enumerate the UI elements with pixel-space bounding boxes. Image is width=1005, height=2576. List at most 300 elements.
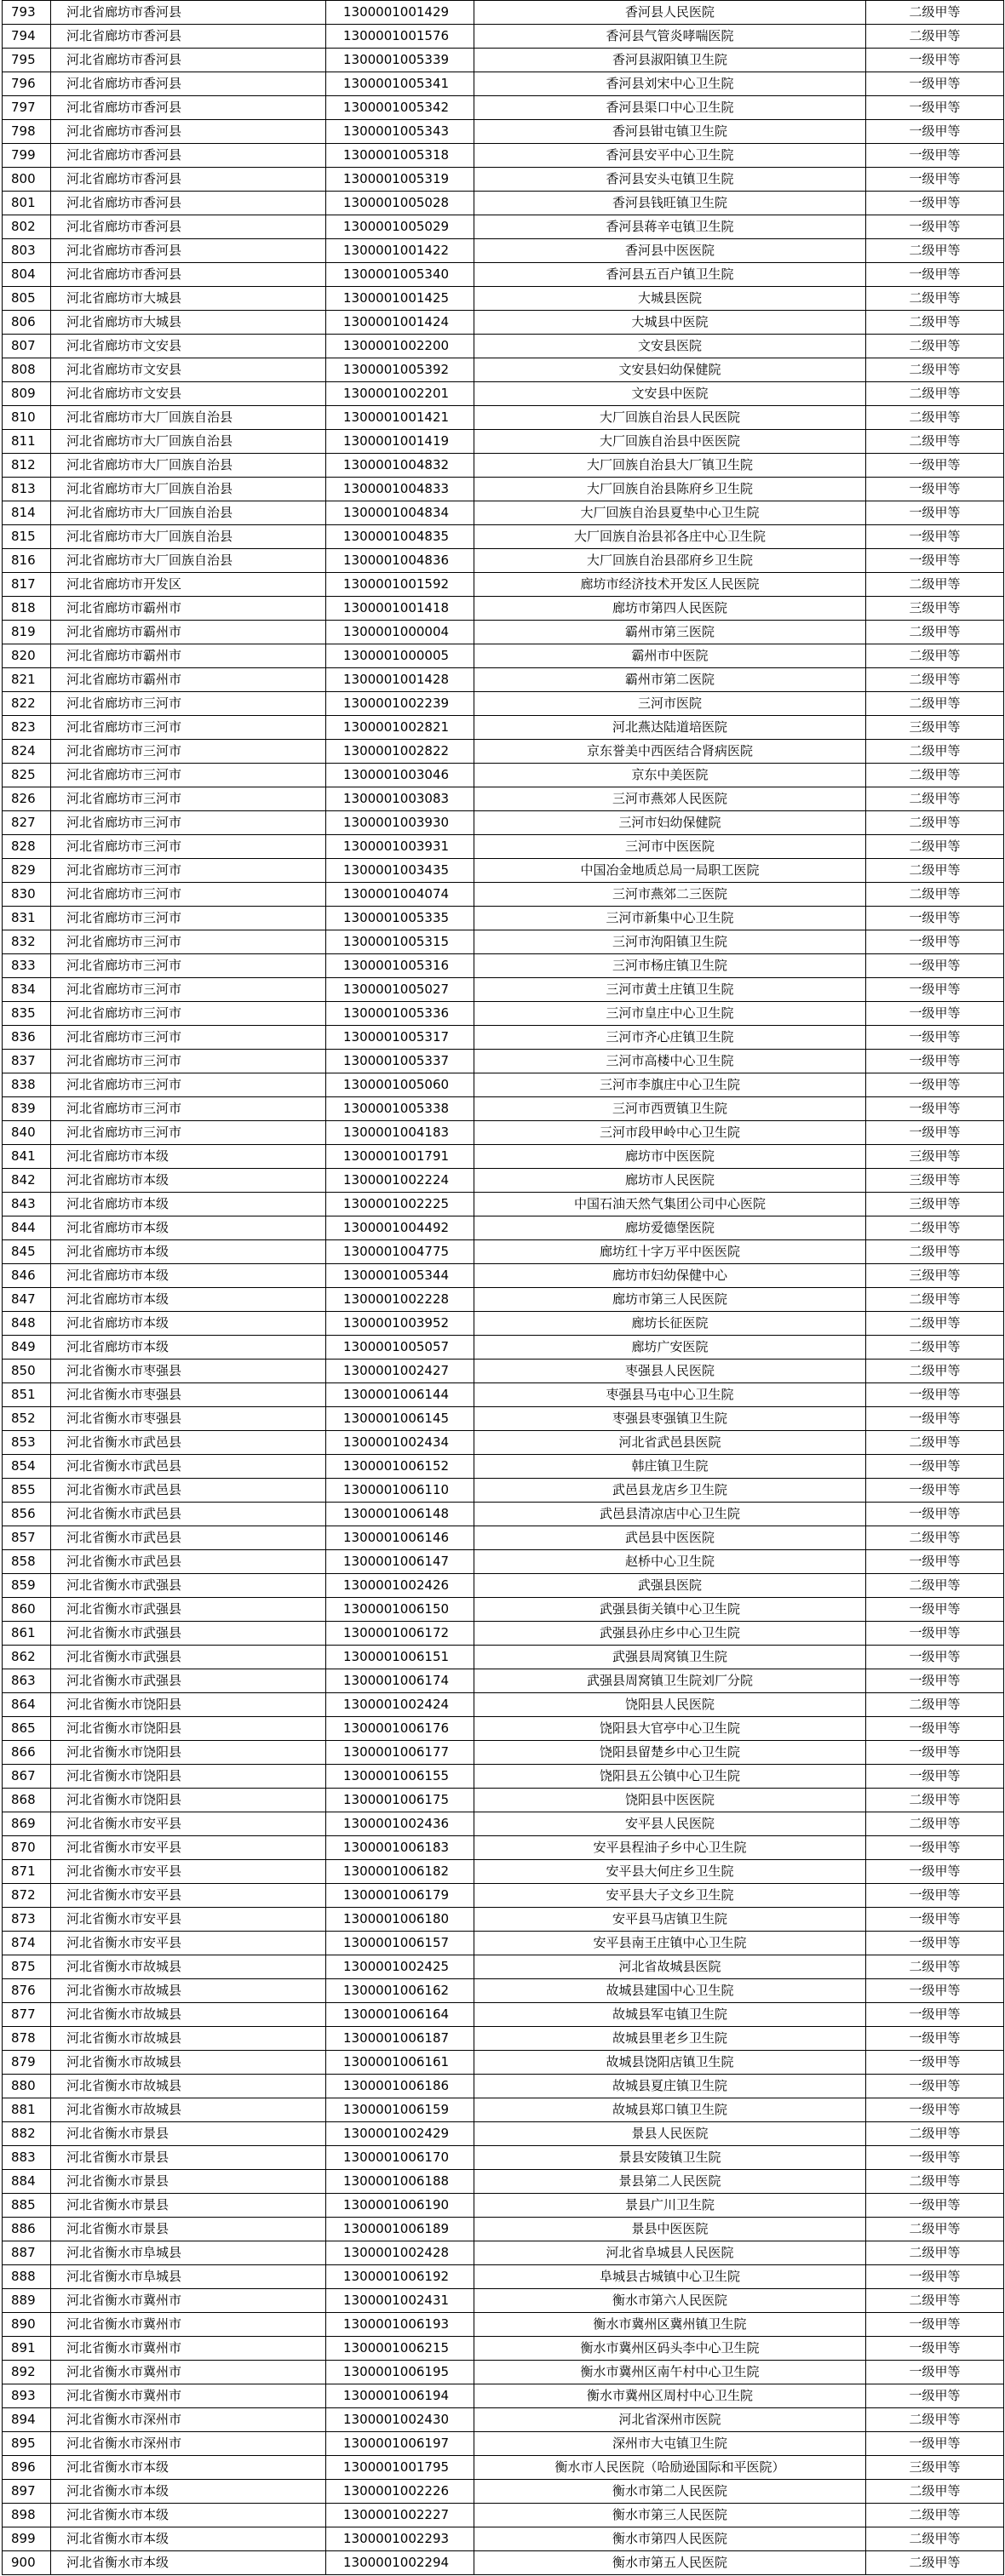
grade-cell: 一级甲等: [866, 144, 1004, 168]
grade-cell: 二级甲等: [866, 811, 1004, 835]
row-number-cell: 851: [3, 1383, 51, 1407]
code-cell: 1300001006194: [326, 2384, 474, 2408]
code-cell: 1300001005027: [326, 978, 474, 1002]
hospital-name-cell: 三河市泃阳镇卫生院: [474, 930, 866, 954]
hospital-name-cell: 廊坊红十字万平中医医院: [474, 1240, 866, 1264]
grade-cell: 一级甲等: [866, 1908, 1004, 1932]
hospital-name-cell: 武强县街关镇中心卫生院: [474, 1598, 866, 1622]
table-row: [3, 1431, 1004, 1455]
hospital-name-cell: 香河县人民医院: [474, 1, 866, 25]
hospital-name-cell: 衡水市冀州区南午村中心卫生院: [474, 2361, 866, 2384]
region-cell: 河北省廊坊市大厂回族自治县: [51, 478, 326, 501]
hospital-table: [2, 0, 1004, 2575]
table-row: [3, 501, 1004, 525]
region-cell: 河北省衡水市本级: [51, 2504, 326, 2527]
row-number-cell: 829: [3, 859, 51, 883]
table-row: [3, 859, 1004, 883]
hospital-name-cell: 香河县渠口中心卫生院: [474, 96, 866, 120]
table-row: [3, 787, 1004, 811]
region-cell: 河北省衡水市安平县: [51, 1812, 326, 1836]
table-row: [3, 454, 1004, 478]
region-cell: 河北省衡水市饶阳县: [51, 1717, 326, 1741]
table-row: [3, 2337, 1004, 2361]
code-cell: 1300001002227: [326, 2504, 474, 2527]
code-cell: 1300001005316: [326, 954, 474, 978]
row-number-cell: 853: [3, 1431, 51, 1455]
grade-cell: 一级甲等: [866, 192, 1004, 215]
region-cell: 河北省衡水市故城县: [51, 1955, 326, 1979]
code-cell: 1300001002431: [326, 2289, 474, 2313]
code-cell: 1300001005315: [326, 930, 474, 954]
region-cell: 河北省衡水市冀州市: [51, 2313, 326, 2337]
region-cell: 河北省衡水市景县: [51, 2122, 326, 2146]
grade-cell: 一级甲等: [866, 1050, 1004, 1073]
table-row: [3, 1884, 1004, 1908]
row-number-cell: 799: [3, 144, 51, 168]
code-cell: 1300001006162: [326, 1979, 474, 2003]
code-cell: 1300001006183: [326, 1836, 474, 1860]
row-number-cell: 887: [3, 2241, 51, 2265]
code-cell: 1300001005060: [326, 1073, 474, 1097]
table-row: [3, 668, 1004, 692]
grade-cell: 一级甲等: [866, 1669, 1004, 1693]
region-cell: 河北省廊坊市大城县: [51, 311, 326, 335]
hospital-name-cell: 饶阳县五公镇中心卫生院: [474, 1765, 866, 1789]
hospital-name-cell: 河北省深州市医院: [474, 2408, 866, 2432]
region-cell: 河北省廊坊市大厂回族自治县: [51, 501, 326, 525]
hospital-name-cell: 衡水市冀州区冀州镇卫生院: [474, 2313, 866, 2337]
table-row: [3, 1026, 1004, 1050]
region-cell: 河北省衡水市武强县: [51, 1622, 326, 1646]
code-cell: 1300001006110: [326, 1479, 474, 1503]
table-row: [3, 1, 1004, 25]
region-cell: 河北省衡水市景县: [51, 2146, 326, 2170]
row-number-cell: 807: [3, 335, 51, 358]
code-cell: 1300001002424: [326, 1693, 474, 1717]
region-cell: 河北省廊坊市三河市: [51, 883, 326, 907]
row-number-cell: 848: [3, 1312, 51, 1336]
table-row: [3, 168, 1004, 192]
code-cell: 1300001006144: [326, 1383, 474, 1407]
table-row: [3, 2289, 1004, 2313]
grade-cell: 二级甲等: [866, 2218, 1004, 2241]
region-cell: 河北省廊坊市霸州市: [51, 621, 326, 644]
hospital-name-cell: 武强县周窝镇卫生院刘厂分院: [474, 1669, 866, 1693]
row-number-cell: 808: [3, 358, 51, 382]
region-cell: 河北省廊坊市霸州市: [51, 668, 326, 692]
hospital-name-cell: 京东誉美中西医结合肾病医院: [474, 740, 866, 764]
code-cell: 1300001006175: [326, 1789, 474, 1812]
grade-cell: 二级甲等: [866, 692, 1004, 716]
row-number-cell: 812: [3, 454, 51, 478]
hospital-name-cell: 三河市黄土庄镇卫生院: [474, 978, 866, 1002]
row-number-cell: 803: [3, 239, 51, 263]
region-cell: 河北省衡水市深州市: [51, 2432, 326, 2456]
region-cell: 河北省衡水市饶阳县: [51, 1789, 326, 1812]
hospital-name-cell: 廊坊市经济技术开发区人民医院: [474, 573, 866, 597]
grade-cell: 二级甲等: [866, 1240, 1004, 1264]
code-cell: 1300001005343: [326, 120, 474, 144]
region-cell: 河北省衡水市武邑县: [51, 1526, 326, 1550]
table-row: [3, 1002, 1004, 1026]
hospital-name-cell: 故城县夏庄镇卫生院: [474, 2075, 866, 2098]
region-cell: 河北省廊坊市三河市: [51, 1097, 326, 1121]
region-cell: 河北省衡水市阜城县: [51, 2265, 326, 2289]
grade-cell: 一级甲等: [866, 1836, 1004, 1860]
hospital-name-cell: 三河市新集中心卫生院: [474, 907, 866, 930]
region-cell: 河北省廊坊市三河市: [51, 1050, 326, 1073]
region-cell: 河北省廊坊市本级: [51, 1193, 326, 1216]
grade-cell: 一级甲等: [866, 2313, 1004, 2337]
region-cell: 河北省衡水市景县: [51, 2218, 326, 2241]
region-cell: 河北省衡水市本级: [51, 2527, 326, 2551]
region-cell: 河北省衡水市武强县: [51, 1646, 326, 1669]
code-cell: 1300001002239: [326, 692, 474, 716]
grade-cell: 一级甲等: [866, 525, 1004, 549]
table-row: [3, 239, 1004, 263]
code-cell: 1300001001419: [326, 430, 474, 454]
grade-cell: 一级甲等: [866, 1884, 1004, 1908]
row-number-cell: 823: [3, 716, 51, 740]
row-number-cell: 846: [3, 1264, 51, 1288]
grade-cell: 一级甲等: [866, 2337, 1004, 2361]
code-cell: 1300001002436: [326, 1812, 474, 1836]
grade-cell: 二级甲等: [866, 859, 1004, 883]
hospital-name-cell: 衡水市第五人民医院: [474, 2551, 866, 2575]
hospital-name-cell: 武强县医院: [474, 1574, 866, 1598]
hospital-name-cell: 武邑县清凉店中心卫生院: [474, 1503, 866, 1526]
row-number-cell: 869: [3, 1812, 51, 1836]
region-cell: 河北省衡水市武邑县: [51, 1455, 326, 1479]
grade-cell: 一级甲等: [866, 72, 1004, 96]
region-cell: 河北省廊坊市三河市: [51, 1002, 326, 1026]
code-cell: 1300001001429: [326, 1, 474, 25]
hospital-name-cell: 三河市医院: [474, 692, 866, 716]
table-row: [3, 1145, 1004, 1169]
region-cell: 河北省衡水市安平县: [51, 1884, 326, 1908]
row-number-cell: 835: [3, 1002, 51, 1026]
row-number-cell: 795: [3, 49, 51, 72]
table-row: [3, 1073, 1004, 1097]
region-cell: 河北省廊坊市三河市: [51, 764, 326, 787]
grade-cell: 一级甲等: [866, 2146, 1004, 2170]
region-cell: 河北省廊坊市本级: [51, 1145, 326, 1169]
table-row: [3, 2432, 1004, 2456]
row-number-cell: 862: [3, 1646, 51, 1669]
table-row: [3, 883, 1004, 907]
region-cell: 河北省衡水市安平县: [51, 1908, 326, 1932]
code-cell: 1300001003046: [326, 764, 474, 787]
code-cell: 1300001006187: [326, 2027, 474, 2051]
row-number-cell: 858: [3, 1550, 51, 1574]
code-cell: 1300001006159: [326, 2098, 474, 2122]
hospital-name-cell: 河北省故城县医院: [474, 1955, 866, 1979]
row-number-cell: 845: [3, 1240, 51, 1264]
row-number-cell: 809: [3, 382, 51, 406]
row-number-cell: 816: [3, 549, 51, 573]
table-row: [3, 1264, 1004, 1288]
hospital-name-cell: 香河县钳屯镇卫生院: [474, 120, 866, 144]
hospital-name-cell: 饶阳县人民医院: [474, 1693, 866, 1717]
hospital-name-cell: 大厂回族自治县邵府乡卫生院: [474, 549, 866, 573]
hospital-name-cell: 香河县蒋辛屯镇卫生院: [474, 215, 866, 239]
hospital-name-cell: 河北省阜城县人民医院: [474, 2241, 866, 2265]
grade-cell: 二级甲等: [866, 1812, 1004, 1836]
code-cell: 1300001002425: [326, 1955, 474, 1979]
table-row: [3, 2075, 1004, 2098]
grade-cell: 二级甲等: [866, 382, 1004, 406]
table-row: [3, 2361, 1004, 2384]
row-number-cell: 866: [3, 1741, 51, 1765]
row-number-cell: 864: [3, 1693, 51, 1717]
table-row: [3, 835, 1004, 859]
table-row: [3, 263, 1004, 287]
region-cell: 河北省廊坊市文安县: [51, 358, 326, 382]
region-cell: 河北省廊坊市三河市: [51, 978, 326, 1002]
region-cell: 河北省廊坊市香河县: [51, 1, 326, 25]
table-row: [3, 573, 1004, 597]
grade-cell: 一级甲等: [866, 1717, 1004, 1741]
region-cell: 河北省廊坊市香河县: [51, 49, 326, 72]
table-row: [3, 764, 1004, 787]
hospital-name-cell: 霸州市中医院: [474, 644, 866, 668]
grade-cell: 二级甲等: [866, 2408, 1004, 2432]
row-number-cell: 815: [3, 525, 51, 549]
row-number-cell: 870: [3, 1836, 51, 1860]
region-cell: 河北省廊坊市大厂回族自治县: [51, 549, 326, 573]
row-number-cell: 839: [3, 1097, 51, 1121]
row-number-cell: 797: [3, 96, 51, 120]
code-cell: 1300001002428: [326, 2241, 474, 2265]
row-number-cell: 890: [3, 2313, 51, 2337]
row-number-cell: 824: [3, 740, 51, 764]
region-cell: 河北省衡水市武邑县: [51, 1503, 326, 1526]
region-cell: 河北省衡水市冀州市: [51, 2337, 326, 2361]
row-number-cell: 875: [3, 1955, 51, 1979]
grade-cell: 二级甲等: [866, 621, 1004, 644]
code-cell: 1300001006192: [326, 2265, 474, 2289]
grade-cell: 一级甲等: [866, 2194, 1004, 2218]
row-number-cell: 843: [3, 1193, 51, 1216]
row-number-cell: 814: [3, 501, 51, 525]
grade-cell: 一级甲等: [866, 1741, 1004, 1765]
table-row: [3, 2027, 1004, 2051]
grade-cell: 一级甲等: [866, 478, 1004, 501]
table-row: [3, 335, 1004, 358]
table-body: [3, 1, 1004, 2575]
region-cell: 河北省廊坊市本级: [51, 1312, 326, 1336]
row-number-cell: 831: [3, 907, 51, 930]
grade-cell: 三级甲等: [866, 1193, 1004, 1216]
region-cell: 河北省廊坊市香河县: [51, 239, 326, 263]
region-cell: 河北省衡水市武邑县: [51, 1550, 326, 1574]
row-number-cell: 832: [3, 930, 51, 954]
table-row: [3, 1765, 1004, 1789]
grade-cell: 二级甲等: [866, 311, 1004, 335]
grade-cell: 二级甲等: [866, 883, 1004, 907]
table-row: [3, 215, 1004, 239]
region-cell: 河北省廊坊市本级: [51, 1216, 326, 1240]
row-number-cell: 860: [3, 1598, 51, 1622]
hospital-name-cell: 三河市段甲岭中心卫生院: [474, 1121, 866, 1145]
grade-cell: 一级甲等: [866, 2075, 1004, 2098]
hospital-name-cell: 景县广川卫生院: [474, 2194, 866, 2218]
hospital-name-cell: 三河市西贾镇卫生院: [474, 1097, 866, 1121]
region-cell: 河北省衡水市武强县: [51, 1574, 326, 1598]
grade-cell: 二级甲等: [866, 25, 1004, 49]
code-cell: 1300001001592: [326, 573, 474, 597]
code-cell: 1300001006148: [326, 1503, 474, 1526]
hospital-name-cell: 故城县郑口镇卫生院: [474, 2098, 866, 2122]
region-cell: 河北省廊坊市大厂回族自治县: [51, 430, 326, 454]
hospital-name-cell: 阜城县古城镇中心卫生院: [474, 2265, 866, 2289]
hospital-name-cell: 衡水市第二人民医院: [474, 2480, 866, 2504]
code-cell: 1300001001422: [326, 239, 474, 263]
table-row: [3, 1693, 1004, 1717]
hospital-name-cell: 廊坊广安医院: [474, 1336, 866, 1360]
region-cell: 河北省廊坊市三河市: [51, 1073, 326, 1097]
code-cell: 1300001002821: [326, 716, 474, 740]
table-row: [3, 1574, 1004, 1598]
row-number-cell: 817: [3, 573, 51, 597]
row-number-cell: 850: [3, 1360, 51, 1383]
grade-cell: 三级甲等: [866, 597, 1004, 621]
grade-cell: 一级甲等: [866, 96, 1004, 120]
region-cell: 河北省廊坊市本级: [51, 1240, 326, 1264]
region-cell: 河北省廊坊市大厂回族自治县: [51, 454, 326, 478]
grade-cell: 一级甲等: [866, 1455, 1004, 1479]
region-cell: 河北省衡水市阜城县: [51, 2241, 326, 2265]
grade-cell: 一级甲等: [866, 1860, 1004, 1884]
hospital-name-cell: 安平县大何庄乡卫生院: [474, 1860, 866, 1884]
row-number-cell: 820: [3, 644, 51, 668]
table-row: [3, 716, 1004, 740]
hospital-name-cell: 枣强县马屯中心卫生院: [474, 1383, 866, 1407]
region-cell: 河北省衡水市冀州市: [51, 2361, 326, 2384]
grade-cell: 二级甲等: [866, 335, 1004, 358]
code-cell: 1300001001576: [326, 25, 474, 49]
hospital-name-cell: 大厂回族自治县祁各庄中心卫生院: [474, 525, 866, 549]
row-number-cell: 891: [3, 2337, 51, 2361]
hospital-name-cell: 安平县人民医院: [474, 1812, 866, 1836]
table-row: [3, 2122, 1004, 2146]
table-row: [3, 311, 1004, 335]
hospital-name-cell: 故城县军屯镇卫生院: [474, 2003, 866, 2027]
region-cell: 河北省廊坊市三河市: [51, 716, 326, 740]
hospital-name-cell: 安平县程油子乡中心卫生院: [474, 1836, 866, 1860]
region-cell: 河北省廊坊市三河市: [51, 811, 326, 835]
table-row: [3, 430, 1004, 454]
hospital-name-cell: 香河县安平中心卫生院: [474, 144, 866, 168]
grade-cell: 一级甲等: [866, 2098, 1004, 2122]
table-row: [3, 1336, 1004, 1360]
hospital-name-cell: 武邑县龙店乡卫生院: [474, 1479, 866, 1503]
row-number-cell: 836: [3, 1026, 51, 1050]
code-cell: 1300001006152: [326, 1455, 474, 1479]
grade-cell: 一级甲等: [866, 1979, 1004, 2003]
hospital-name-cell: 廊坊爱德堡医院: [474, 1216, 866, 1240]
row-number-cell: 855: [3, 1479, 51, 1503]
hospital-name-cell: 三河市高楼中心卫生院: [474, 1050, 866, 1073]
hospital-name-cell: 河北省武邑县医院: [474, 1431, 866, 1455]
grade-cell: 一级甲等: [866, 501, 1004, 525]
grade-cell: 二级甲等: [866, 1288, 1004, 1312]
grade-cell: 一级甲等: [866, 2003, 1004, 2027]
code-cell: 1300001005340: [326, 263, 474, 287]
table-row: [3, 811, 1004, 835]
grade-cell: 一级甲等: [866, 454, 1004, 478]
table-row: [3, 1836, 1004, 1860]
region-cell: 河北省衡水市景县: [51, 2170, 326, 2194]
code-cell: 1300001001425: [326, 287, 474, 311]
row-number-cell: 889: [3, 2289, 51, 2313]
region-cell: 河北省廊坊市三河市: [51, 787, 326, 811]
code-cell: 1300001002228: [326, 1288, 474, 1312]
region-cell: 河北省廊坊市本级: [51, 1336, 326, 1360]
grade-cell: 二级甲等: [866, 2289, 1004, 2313]
hospital-name-cell: 饶阳县留楚乡中心卫生院: [474, 1741, 866, 1765]
table-row: [3, 1240, 1004, 1264]
code-cell: 1300001006157: [326, 1932, 474, 1955]
table-row: [3, 2003, 1004, 2027]
hospital-name-cell: 三河市妇幼保健院: [474, 811, 866, 835]
code-cell: 1300001006147: [326, 1550, 474, 1574]
grade-cell: 二级甲等: [866, 764, 1004, 787]
hospital-name-cell: 饶阳县大官亭中心卫生院: [474, 1717, 866, 1741]
row-number-cell: 882: [3, 2122, 51, 2146]
code-cell: 1300001002200: [326, 335, 474, 358]
hospital-name-cell: 三河市燕郊二三医院: [474, 883, 866, 907]
table-row: [3, 1169, 1004, 1193]
grade-cell: 二级甲等: [866, 1693, 1004, 1717]
hospital-name-cell: 文安县医院: [474, 335, 866, 358]
row-number-cell: 842: [3, 1169, 51, 1193]
table-row: [3, 1360, 1004, 1383]
grade-cell: 二级甲等: [866, 2480, 1004, 2504]
code-cell: 1300001001428: [326, 668, 474, 692]
hospital-name-cell: 文安县妇幼保健院: [474, 358, 866, 382]
row-number-cell: 838: [3, 1073, 51, 1097]
grade-cell: 一级甲等: [866, 2265, 1004, 2289]
grade-cell: 二级甲等: [866, 2504, 1004, 2527]
hospital-name-cell: 衡水市第六人民医院: [474, 2289, 866, 2313]
region-cell: 河北省廊坊市香河县: [51, 72, 326, 96]
row-number-cell: 840: [3, 1121, 51, 1145]
table-row: [3, 1908, 1004, 1932]
grade-cell: 二级甲等: [866, 2241, 1004, 2265]
hospital-name-cell: 三河市李旗庄中心卫生院: [474, 1073, 866, 1097]
table-row: [3, 406, 1004, 430]
row-number-cell: 833: [3, 954, 51, 978]
grade-cell: 一级甲等: [866, 2027, 1004, 2051]
row-number-cell: 859: [3, 1574, 51, 1598]
code-cell: 1300001006172: [326, 1622, 474, 1646]
code-cell: 1300001006188: [326, 2170, 474, 2194]
code-cell: 1300001001418: [326, 597, 474, 621]
code-cell: 1300001003931: [326, 835, 474, 859]
region-cell: 河北省衡水市冀州市: [51, 2289, 326, 2313]
hospital-name-cell: 衡水市冀州区周村中心卫生院: [474, 2384, 866, 2408]
table-row: [3, 597, 1004, 621]
hospital-name-cell: 中国石油天然气集团公司中心医院: [474, 1193, 866, 1216]
code-cell: 1300001006170: [326, 2146, 474, 2170]
hospital-name-cell: 香河县安头屯镇卫生院: [474, 168, 866, 192]
hospital-name-cell: 大城县中医院: [474, 311, 866, 335]
code-cell: 1300001002427: [326, 1360, 474, 1383]
hospital-name-cell: 安平县马店镇卫生院: [474, 1908, 866, 1932]
code-cell: 1300001004836: [326, 549, 474, 573]
code-cell: 1300001002822: [326, 740, 474, 764]
